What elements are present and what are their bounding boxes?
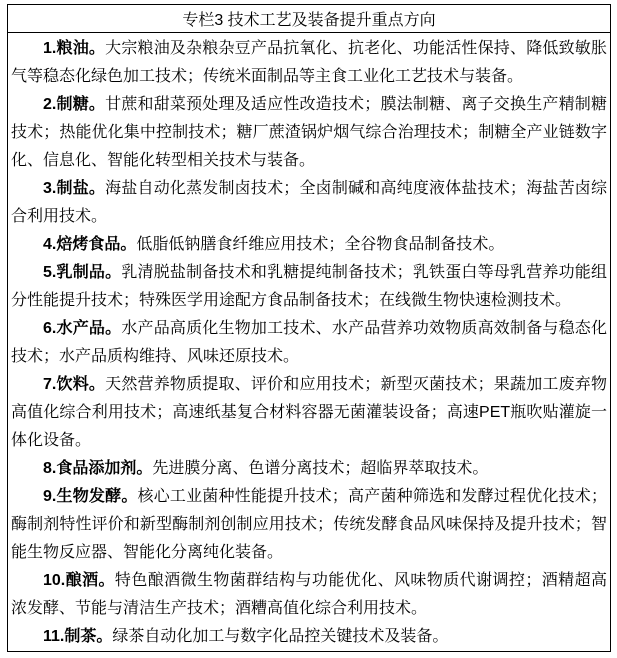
paragraph-label: 1.粮油。 xyxy=(43,40,106,57)
paragraph-tea xyxy=(11,623,607,651)
box-title: 专栏3 技术工艺及装备提升重点方向 xyxy=(182,12,436,29)
paragraph-label: 10.酿酒。 xyxy=(43,572,115,589)
paragraph-salt xyxy=(11,175,607,231)
paragraph-text: 特色酿酒微生物菌群结构与功能优化、风味物质代谢调控；酒精超高浓发酵、节能与清洁生产技术；酒糟高值化综合利用技术。 xyxy=(11,572,607,617)
paragraph-text: 乳清脱盐制备技术和乳糖提纯制备技术；乳铁蛋白等母乳营养功能组分性能提升技术；特殊医学用途配方食品制备技术；在线微生物快速检测技术。 xyxy=(11,264,607,309)
paragraph-bio-fermentation xyxy=(11,483,607,567)
paragraph-label: 6.水产品。 xyxy=(43,320,122,337)
paragraph-text: 天然营养物质提取、评价和应用技术；新型灭菌技术；果蔬加工废弃物高值化综合利用技术；高速纸基复合材料容器无菌灌装设备；高速PET瓶吹贴灌旋一体化设备。 xyxy=(11,376,607,449)
paragraph-label: 11.制茶。 xyxy=(43,628,113,645)
paragraph-baked-food xyxy=(11,231,607,259)
paragraph-aquatic xyxy=(11,315,607,371)
paragraph-text: 低脂低钠膳食纤维应用技术；全谷物食品制备技术。 xyxy=(136,236,505,253)
paragraph-label: 3.制盐。 xyxy=(43,180,106,197)
paragraph-label: 4.焙烤食品。 xyxy=(43,236,137,253)
paragraph-text: 大宗粮油及杂粮杂豆产品抗氧化、抗老化、功能活性保持、降低致敏胀气等稳态化绿色加工技术；传统米面制品等主食工业化工艺技术与装备。 xyxy=(11,40,607,85)
paragraph-beverage xyxy=(11,371,607,455)
paragraph-text: 水产品高质化生物加工技术、水产品营养功效物质高效制备与稳态化技术；水产品质构维持、风味还原技术。 xyxy=(11,320,607,365)
paragraph-grain-oil xyxy=(11,35,607,91)
column-box xyxy=(7,4,611,652)
paragraph-text: 甘蔗和甜菜预处理及适应性改造技术；膜法制糖、离子交换生产精制糖技术；热能优化集中控制技术；糖厂蔗渣锅炉烟气综合治理技术；制糖全产业链数字化、信息化、智能化转型相关技术与装备。 xyxy=(11,96,607,169)
paragraph-label: 8.食品添加剂。 xyxy=(43,460,153,477)
paragraph-brewing xyxy=(11,567,607,623)
paragraph-label: 9.生物发酵。 xyxy=(43,488,138,505)
paragraph-text: 绿茶自动化加工与数字化品控关键技术及装备。 xyxy=(112,628,449,645)
paragraph-label: 7.饮料。 xyxy=(43,376,106,393)
paragraph-sugar xyxy=(11,91,607,175)
paragraph-label: 5.乳制品。 xyxy=(43,264,122,281)
paragraph-text: 核心工业菌种性能提升技术；高产菌种筛选和发酵过程优化技术；酶制剂特性评价和新型酶制剂创制应用技术；传统发酵食品风味保持及提升技术；智能生物反应器、智能化分离纯化装备。 xyxy=(11,488,607,561)
box-title-row xyxy=(8,5,610,33)
box-body xyxy=(8,33,610,652)
paragraph-text: 先进膜分离、色谱分离技术；超临界萃取技术。 xyxy=(152,460,489,477)
paragraph-text: 海盐自动化蒸发制卤技术；全卤制碱和高纯度液体盐技术；海盐苦卤综合利用技术。 xyxy=(11,180,607,225)
paragraph-label: 2.制糖。 xyxy=(43,96,106,113)
paragraph-food-additive xyxy=(11,455,607,483)
paragraph-dairy xyxy=(11,259,607,315)
